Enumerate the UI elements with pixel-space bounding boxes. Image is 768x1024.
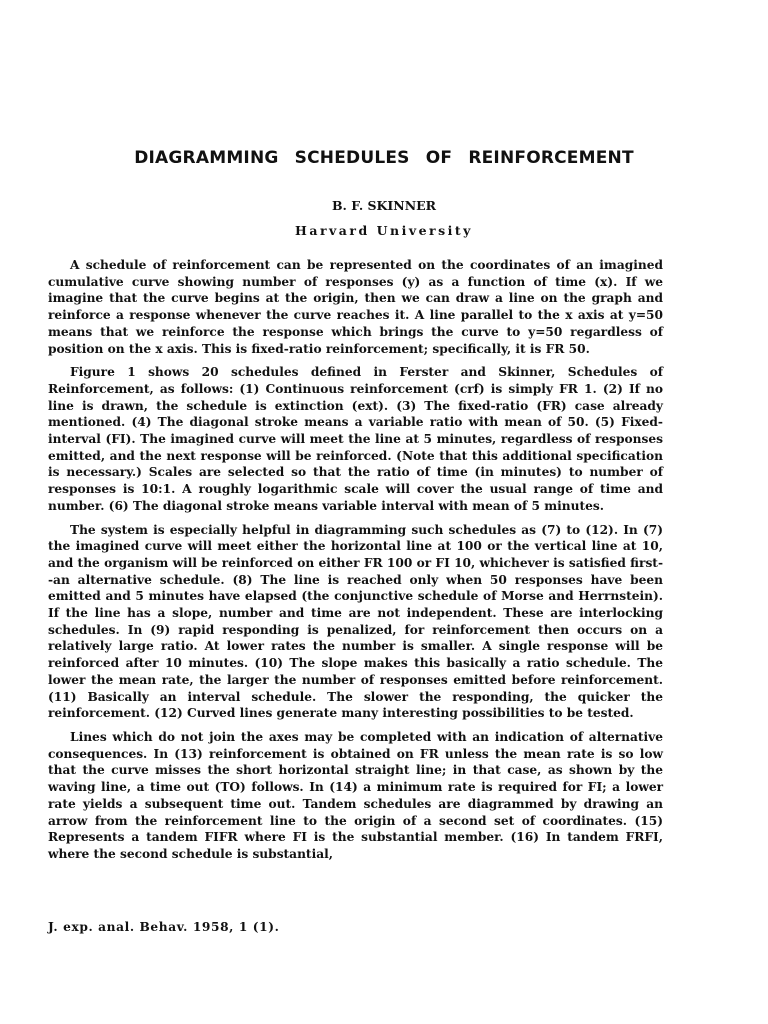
article-body bbox=[48, 257, 663, 870]
paragraph-3: The system is especially helpful in diagramming such schedules as (7) to (12). In (7) the imagined curve will meet either the horizontal line at 100 or the vertical line at 10, and the organism will be reinforced on either FR 100 or FI 10, whichever is satisfied first--an alternative schedule. (8) The line is reached only when 50 responses have been emitted and 5 minutes have elapsed (the conjunctive schedule of Morse and Herrnstein). If the line has a slope, number and time are not independent. These are interlocking schedules. In (9) rapid responding is penalized, for reinforcement then occurs on a relatively large ratio. At lower rates the number is smaller. A single response will be reinforced after 10 minutes. (10) The slope makes this basically a ratio schedule. The lower the mean rate, the larger the number of responses emitted before reinforcement. (11) Basically an interval schedule. The slower the responding, the quicker the reinforcement. (12) Curved lines generate many interesting possibilities to be tested. bbox=[48, 522, 663, 721]
author-affiliation: Harvard University bbox=[295, 223, 473, 238]
journal-citation: J. exp. anal. Behav. 1958, 1 (1). bbox=[48, 920, 280, 934]
paragraph-1: A schedule of reinforcement can be represented on the coordinates of an imagined cumulative curve showing number of responses (y) as a function of time (x). If we imagine that the curve begins at the origin, then we can draw a line on the graph and reinforce a response whenever the curve reaches it. A line parallel to the x axis at y=50 means that we reinforce the response which brings the curve to y=50 regardless of position on the x axis. This is fixed-ratio reinforcement; specifically, it is FR 50. bbox=[48, 258, 663, 356]
author-name: B. F. SKINNER bbox=[331, 198, 437, 213]
paragraph-4: Lines which do not join the axes may be completed with an indication of alternative consequences. In (13) reinforcement is obtained on FR unless the mean rate is so low that the curve misses the short horizontal straight line; in that case, as shown by the waving line, a time out (TO) follows. In (14) a minimum rate is required for FI; a lower rate yields a subsequent time out. Tandem schedules are diagrammed by drawing an arrow from the reinforcement line to the origin of a second set of coordinates. (15) Represents a tandem FIFR where FI is the substantial member. (16) In tandem FRFI, where the second schedule is substantial, bbox=[48, 729, 663, 861]
paragraph-2: Figure 1 shows 20 schedules defined in Ferster and Skinner, Schedules of Reinforcement, as follows: (1) Continuous reinforcement (crf) is simply FR 1. (2) If no line is drawn, the schedule is extinction (ext). (3) The fixed-ratio (FR) case already mentioned. (4) The diagonal stroke means a variable ratio with mean of 50. (5) Fixed-interval (FI). The imagined curve will meet the line at 5 minutes, regardless of responses emitted, and the next response will be reinforced. (Note that this additional specification is necessary.) Scales are selected so that the ratio of time (in minutes) to number of responses is 10:1. A roughly logarithmic scale will cover the usual range of time and number. (6) The diagonal stroke means variable interval with mean of 5 minutes. bbox=[48, 365, 663, 513]
article-title: DIAGRAMMING SCHEDULES OF REINFORCEMENT bbox=[134, 148, 634, 168]
